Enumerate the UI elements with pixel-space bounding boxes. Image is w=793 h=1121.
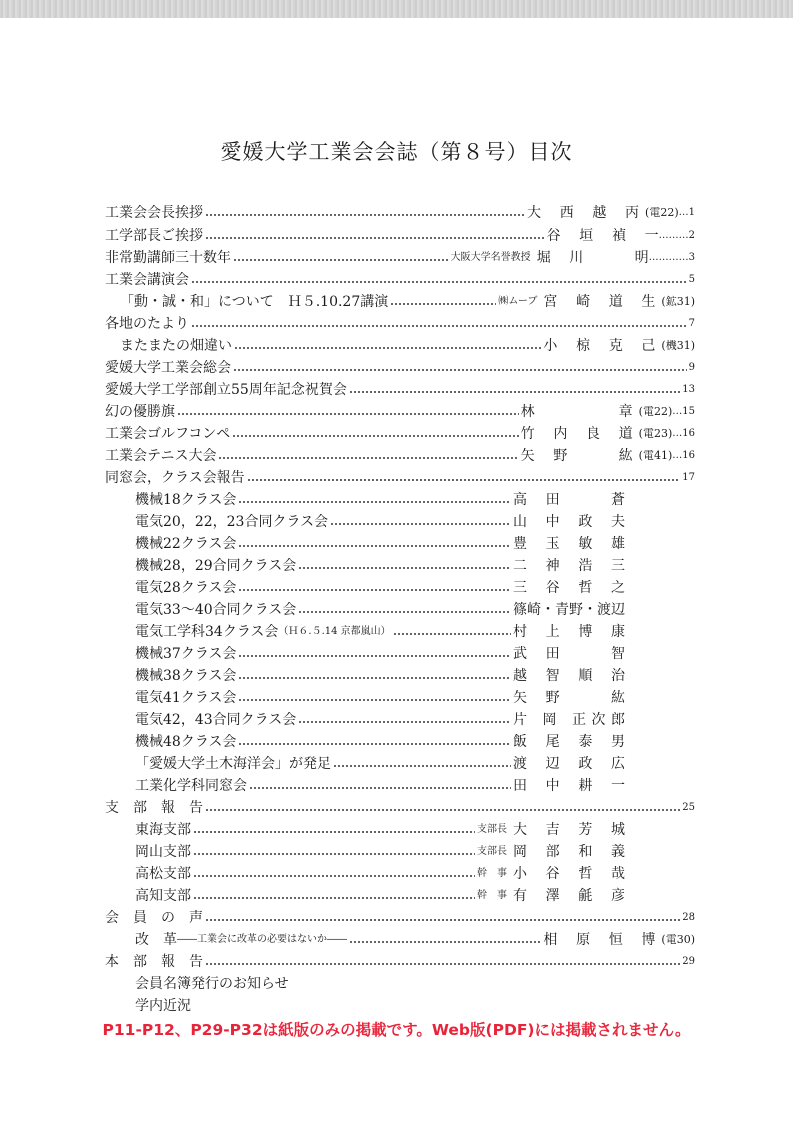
- author-affiliation: 幹 事: [477, 868, 507, 879]
- author-name: 相 原 恒 博: [543, 932, 656, 948]
- entry-title: 工学部長ご挨拶: [105, 228, 203, 244]
- entry-title: 電気工学科34クラス会: [135, 624, 279, 640]
- toc-entry: [105, 379, 695, 401]
- leader-dots: [393, 621, 511, 643]
- toc-entry: [105, 269, 695, 291]
- author-name: 谷 垣 禎 一: [546, 228, 659, 244]
- entry-title: 非常勤講師三十数年: [105, 250, 231, 266]
- page-title: 愛媛大学工業会会誌（第８号）目次: [220, 140, 573, 164]
- author-name: 矢 野 紘: [520, 448, 633, 464]
- leader-dots: [249, 775, 511, 797]
- author-name: 小 椋 克 己: [543, 338, 656, 354]
- entry-title: 会 員 の 声: [105, 910, 203, 926]
- entry-title: 電気33〜40合同クラス会: [135, 602, 297, 618]
- toc-entry: [135, 753, 625, 775]
- toc-entry: [105, 247, 695, 269]
- toc-entry: [120, 291, 695, 313]
- author-class: (機31): [661, 339, 695, 352]
- toc-entry: [135, 973, 289, 995]
- toc-entry: [135, 643, 625, 665]
- leader-dots: [193, 863, 475, 885]
- leader-dots: [205, 951, 680, 973]
- page-number: …1: [678, 207, 695, 218]
- entry-subtitle: ――工業会に改革の必要はないか――: [177, 934, 347, 945]
- author-affiliation: 支部長: [477, 846, 507, 857]
- toc-entry: [105, 423, 695, 445]
- leader-dots: [205, 225, 545, 247]
- page-number: 9: [688, 362, 695, 373]
- entry-title: 高知支部: [135, 888, 191, 904]
- toc-entry: [135, 665, 625, 687]
- leader-dots: [177, 401, 519, 423]
- leader-dots: [233, 357, 687, 379]
- author-name: 二 神 浩 三: [513, 558, 625, 574]
- leader-dots: [247, 467, 681, 489]
- entry-title: 機械37クラス会: [135, 646, 237, 662]
- toc-entry: [135, 511, 625, 533]
- author-affiliation: 幹 事: [477, 890, 507, 901]
- page-number: …15: [672, 406, 695, 417]
- toc-entry: [135, 995, 191, 1017]
- author-name: 高 田 蒼: [513, 492, 625, 508]
- leader-dots: [330, 511, 511, 533]
- leader-dots: [205, 797, 680, 819]
- toc-entry: [135, 863, 625, 885]
- leader-dots: [238, 643, 511, 665]
- author-name: 大 西 越 丙: [527, 205, 640, 221]
- entry-title: 工業化学科同窓会: [135, 778, 247, 794]
- page-number: 28: [682, 912, 695, 923]
- author-class: (電22): [645, 206, 679, 219]
- toc-entry: [135, 489, 625, 511]
- author-name: 林 章: [520, 404, 633, 420]
- toc-entry: [135, 555, 625, 577]
- leader-dots: [232, 423, 518, 445]
- page-number: ………2: [658, 230, 695, 241]
- toc-entry: [135, 533, 625, 555]
- author-class: (鉱31): [661, 295, 695, 308]
- toc-entry: [135, 841, 625, 863]
- leader-dots: [349, 929, 541, 951]
- author-name: 山 中 政 夫: [513, 514, 625, 530]
- page-number: …………3: [648, 252, 695, 263]
- toc-entry: [105, 313, 695, 335]
- author-name: 大 吉 芳 城: [513, 822, 625, 838]
- author-name: 小 谷 哲 哉: [513, 866, 625, 882]
- toc-entry: [105, 951, 695, 973]
- entry-title: 機械28，29合同クラス会: [135, 558, 297, 574]
- entry-title: 支 部 報 告: [105, 800, 203, 816]
- leader-dots: [218, 445, 518, 467]
- page-number: 29: [682, 956, 695, 967]
- toc-entry: [135, 709, 625, 731]
- entry-title: 「愛媛大学土木海洋会」が発足: [135, 756, 331, 772]
- web-notice: P11-P12、P29-P32は紙版のみの掲載です。Web版(PDF)には掲載されません。: [102, 1021, 691, 1039]
- author-name: 岡 部 和 義: [513, 844, 625, 860]
- entry-title: 機械48クラス会: [135, 734, 237, 750]
- entry-title: 本 部 報 告: [105, 954, 203, 970]
- leader-dots: [390, 291, 496, 313]
- author-class: (電41): [638, 449, 673, 462]
- entry-subtitle: （Ｈ６.５.14 京都嵐山）: [278, 626, 391, 637]
- entry-title: 「動・誠・和」について Ｈ５.10.27講演: [120, 294, 389, 310]
- leader-dots: [298, 555, 511, 577]
- entry-title: 改 革: [135, 932, 177, 948]
- entry-title: 会員名簿発行のお知らせ: [135, 976, 289, 992]
- toc-entry: [105, 357, 695, 379]
- toc-entry: [105, 467, 695, 489]
- leader-dots: [349, 379, 680, 401]
- author-name: 渡 辺 政 広: [513, 756, 625, 772]
- toc-entry: [135, 775, 625, 797]
- author-name: 有 澤 毹 彦: [513, 888, 625, 904]
- entry-title: 同窓会，クラス会報告: [105, 470, 245, 486]
- entry-title: 電気42，43合同クラス会: [135, 712, 297, 728]
- page-number: 25: [682, 802, 695, 813]
- page-number: 5: [688, 274, 695, 285]
- toc-entry: [135, 731, 625, 753]
- toc-entry: [135, 885, 625, 907]
- author-name: 片 岡 正次郎: [513, 712, 625, 728]
- entry-title: 工業会テニス大会: [105, 448, 217, 464]
- entry-title: 高松支部: [135, 866, 191, 882]
- entry-title: またまたの畑違い: [120, 338, 232, 354]
- author-name: 村 上 博 康: [513, 624, 625, 640]
- toc-entry: [120, 335, 695, 357]
- leader-dots: [233, 247, 449, 269]
- toc-entry: [135, 819, 625, 841]
- author-name: 宮 崎 道 生: [543, 294, 656, 310]
- leader-dots: [238, 731, 511, 753]
- leader-dots: [191, 313, 687, 335]
- author-name: 三 谷 哲 之: [513, 580, 625, 596]
- leader-dots: [298, 709, 511, 731]
- author-name: 矢 野 紘: [513, 690, 625, 706]
- toc-entry: [135, 929, 695, 951]
- author-name: 越 智 順 治: [513, 668, 625, 684]
- author-name: 篠崎・青野・渡辺: [513, 602, 625, 618]
- author-class: (電30): [661, 933, 695, 946]
- page-number: 13: [682, 384, 695, 395]
- leader-dots: [193, 841, 475, 863]
- toc-entry: [105, 907, 695, 929]
- leader-dots: [234, 335, 541, 357]
- leader-dots: [193, 885, 475, 907]
- leader-dots: [205, 907, 680, 929]
- entry-title: 機械22クラス会: [135, 536, 237, 552]
- leader-dots: [238, 533, 511, 555]
- entry-title: 電気41クラス会: [135, 690, 237, 706]
- author-class: (電23): [638, 427, 673, 440]
- entry-title: 工業会ゴルフコンペ: [105, 426, 231, 442]
- page-number: …16: [672, 428, 695, 439]
- author-name: 竹 内 良 道: [520, 426, 633, 442]
- author-affiliation: 大阪大学名誉教授: [450, 252, 531, 263]
- entry-title: 電気20，22，23合同クラス会: [135, 514, 329, 530]
- page-number: 17: [682, 472, 695, 483]
- entry-title: 各地のたより: [105, 316, 189, 332]
- leader-dots: [193, 819, 475, 841]
- author-affiliation: ㈱ムーブ: [498, 296, 538, 307]
- entry-title: 愛媛大学工学部創立55周年記念祝賀会: [105, 382, 347, 398]
- leader-dots: [238, 489, 511, 511]
- entry-title: 電気28クラス会: [135, 580, 237, 596]
- leader-dots: [238, 665, 511, 687]
- author-name: 堀 川 明: [536, 250, 649, 266]
- entry-title: 幻の優勝旗: [105, 404, 175, 420]
- author-name: 豊 玉 敏 雄: [513, 536, 625, 552]
- page-number: 7: [688, 318, 695, 329]
- entry-title: 機械38クラス会: [135, 668, 237, 684]
- author-class: (電22): [638, 405, 673, 418]
- author-affiliation: 支部長: [477, 824, 507, 835]
- toc-entry: [135, 599, 625, 621]
- author-name: 武 田 智: [513, 646, 625, 662]
- leader-dots: [298, 599, 511, 621]
- page-number: …16: [672, 450, 695, 461]
- toc-entry: [135, 687, 625, 709]
- entry-title: 愛媛大学工業会総会: [105, 360, 231, 376]
- entry-title: 工業会講演会: [105, 272, 189, 288]
- toc-entry: [105, 202, 695, 224]
- leader-dots: [205, 202, 525, 224]
- toc-entry: [105, 225, 695, 247]
- leader-dots: [238, 577, 511, 599]
- author-name: 飯 尾 泰 男: [513, 734, 625, 750]
- toc-entry: [135, 577, 625, 599]
- toc-entry: [105, 797, 695, 819]
- entry-title: 機械18クラス会: [135, 492, 237, 508]
- author-name: 田 中 耕 一: [513, 778, 625, 794]
- leader-dots: [238, 687, 511, 709]
- entry-title: 岡山支部: [135, 844, 191, 860]
- leader-dots: [191, 269, 687, 291]
- entry-title: 東海支部: [135, 822, 191, 838]
- toc-entry: [105, 445, 695, 467]
- entry-title: 学内近況: [135, 998, 191, 1014]
- entry-title: 工業会会長挨拶: [105, 205, 203, 221]
- leader-dots: [333, 753, 511, 775]
- toc-entry: [135, 621, 625, 643]
- toc-entry: [105, 401, 695, 423]
